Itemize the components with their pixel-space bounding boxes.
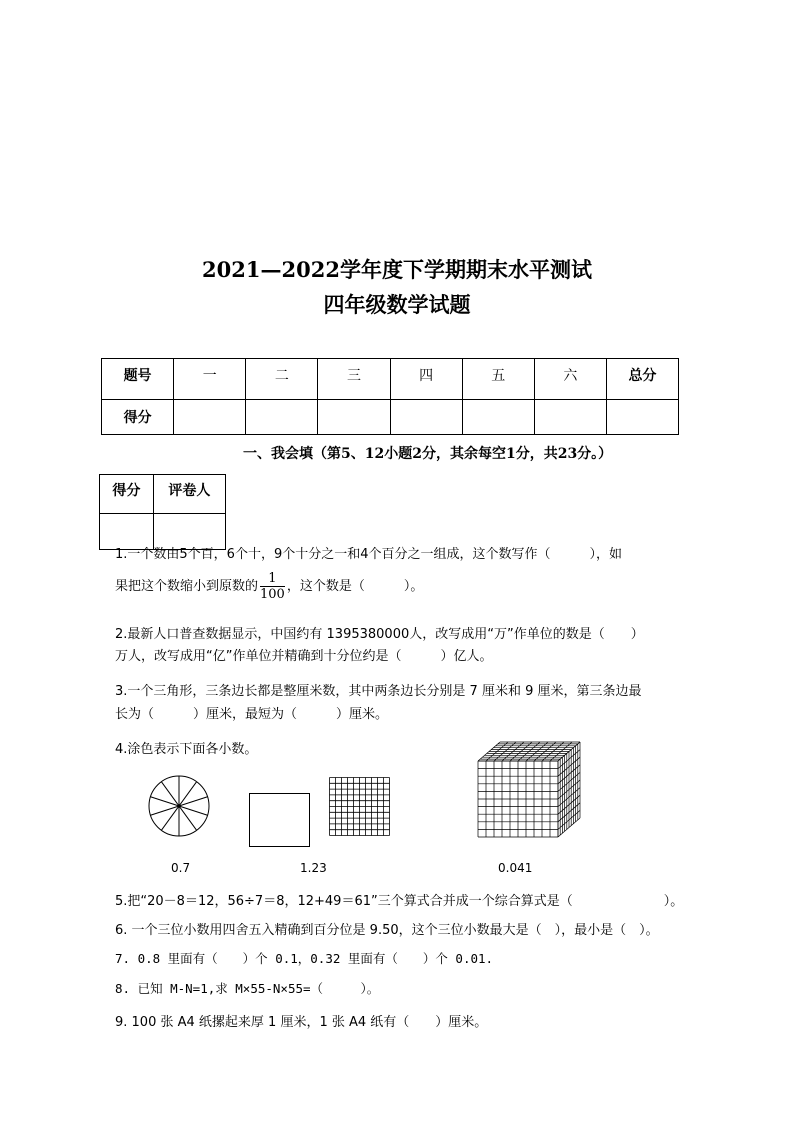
score-cell[interactable] <box>174 400 246 435</box>
thousand-cube-figure[interactable] <box>477 741 581 838</box>
hundred-grid-figure[interactable] <box>329 777 391 837</box>
question-1-line-2 <box>115 571 423 602</box>
score-table-header-cell: 五 <box>462 359 534 400</box>
section-1-heading: 一、我会填（第5、12小题2分，其余每空1分，共23分。） <box>243 446 613 462</box>
grader-name-label: 评卷人 <box>153 475 225 514</box>
grader-score-label: 得分 <box>100 475 154 514</box>
exam-title-subject: 四年级数学试题 <box>323 292 471 317</box>
score-cell[interactable] <box>390 400 462 435</box>
question-4-line-1: 4.涂色表示下面各小数。 <box>115 742 258 757</box>
score-row-label: 得分 <box>102 400 174 435</box>
question-3-line-2: 长为（ ）厘米，最短为（ ）厘米。 <box>115 707 389 722</box>
question-1-line-1: 1.一个数由5个百，6个十，9个十分之一和4个百分之一组成，这个数写作（ ），如 <box>115 547 622 562</box>
score-cell[interactable] <box>318 400 390 435</box>
question-6: 6. 一个三位小数用四舍五入精确到百分位是 9.50，这个三位小数最大是（ ），最小是（ ）。 <box>115 923 659 938</box>
score-table-header-cell: 总分 <box>606 359 678 400</box>
score-table-header-cell: 四 <box>390 359 462 400</box>
score-cell[interactable] <box>606 400 678 435</box>
fraction-one-hundredth <box>260 571 285 602</box>
score-table-score-row <box>102 400 679 435</box>
score-cell[interactable] <box>462 400 534 435</box>
fraction-numerator: 1 <box>260 571 285 587</box>
question-8: 8. 已知 M-N=1,求 M×55-N×55=（ ）。 <box>115 981 380 996</box>
question-2-line-1: 2.最新人口普查数据显示，中国约有 1395380000人，改写成用“万”作单位的数是（ ） <box>115 627 644 642</box>
score-table-header-cell: 六 <box>534 359 606 400</box>
score-table-header-cell: 一 <box>174 359 246 400</box>
grader-table <box>99 474 226 550</box>
circle-ten-parts-figure[interactable] <box>148 775 210 837</box>
question-5: 5.把“20－8＝12，56÷7＝8，12+49＝61”三个算式合并成一个综合算式是（ ）。 <box>115 894 684 909</box>
question-1-text-b: ，这个数是（ ）。 <box>286 579 424 594</box>
square-unit-figure[interactable] <box>249 793 311 847</box>
score-table-header-cell: 题号 <box>102 359 174 400</box>
question-7: 7. 0.8 里面有（ ）个 0.1，0.32 里面有（ ）个 0.01. <box>115 951 494 966</box>
caption-square: 1.23 <box>300 861 327 875</box>
score-table <box>101 358 679 435</box>
score-cell[interactable] <box>246 400 318 435</box>
caption-cube: 0.041 <box>498 861 533 875</box>
score-table-header-cell: 二 <box>246 359 318 400</box>
caption-circle: 0.7 <box>171 861 191 875</box>
question-2-line-2: 万人，改写成用“亿”作单位并精确到十分位约是（ ）亿人。 <box>115 649 493 664</box>
score-cell[interactable] <box>534 400 606 435</box>
score-table-header-cell: 三 <box>318 359 390 400</box>
score-table-header-row <box>102 359 679 400</box>
question-1-text-a: 果把这个数缩小到原数的 <box>115 579 259 594</box>
fraction-denominator: 100 <box>260 587 285 602</box>
question-3-line-1: 3.一个三角形，三条边长都是整厘米数，其中两条边长分别是 7 厘米和 9 厘米，第三条边最 <box>115 684 642 699</box>
question-9: 9. 100 张 A4 纸摞起来厚 1 厘米，1 张 A4 纸有（ ）厘米。 <box>115 1015 488 1030</box>
exam-title-year: 2021—2022学年度下学期期末水平测试 <box>202 257 592 282</box>
